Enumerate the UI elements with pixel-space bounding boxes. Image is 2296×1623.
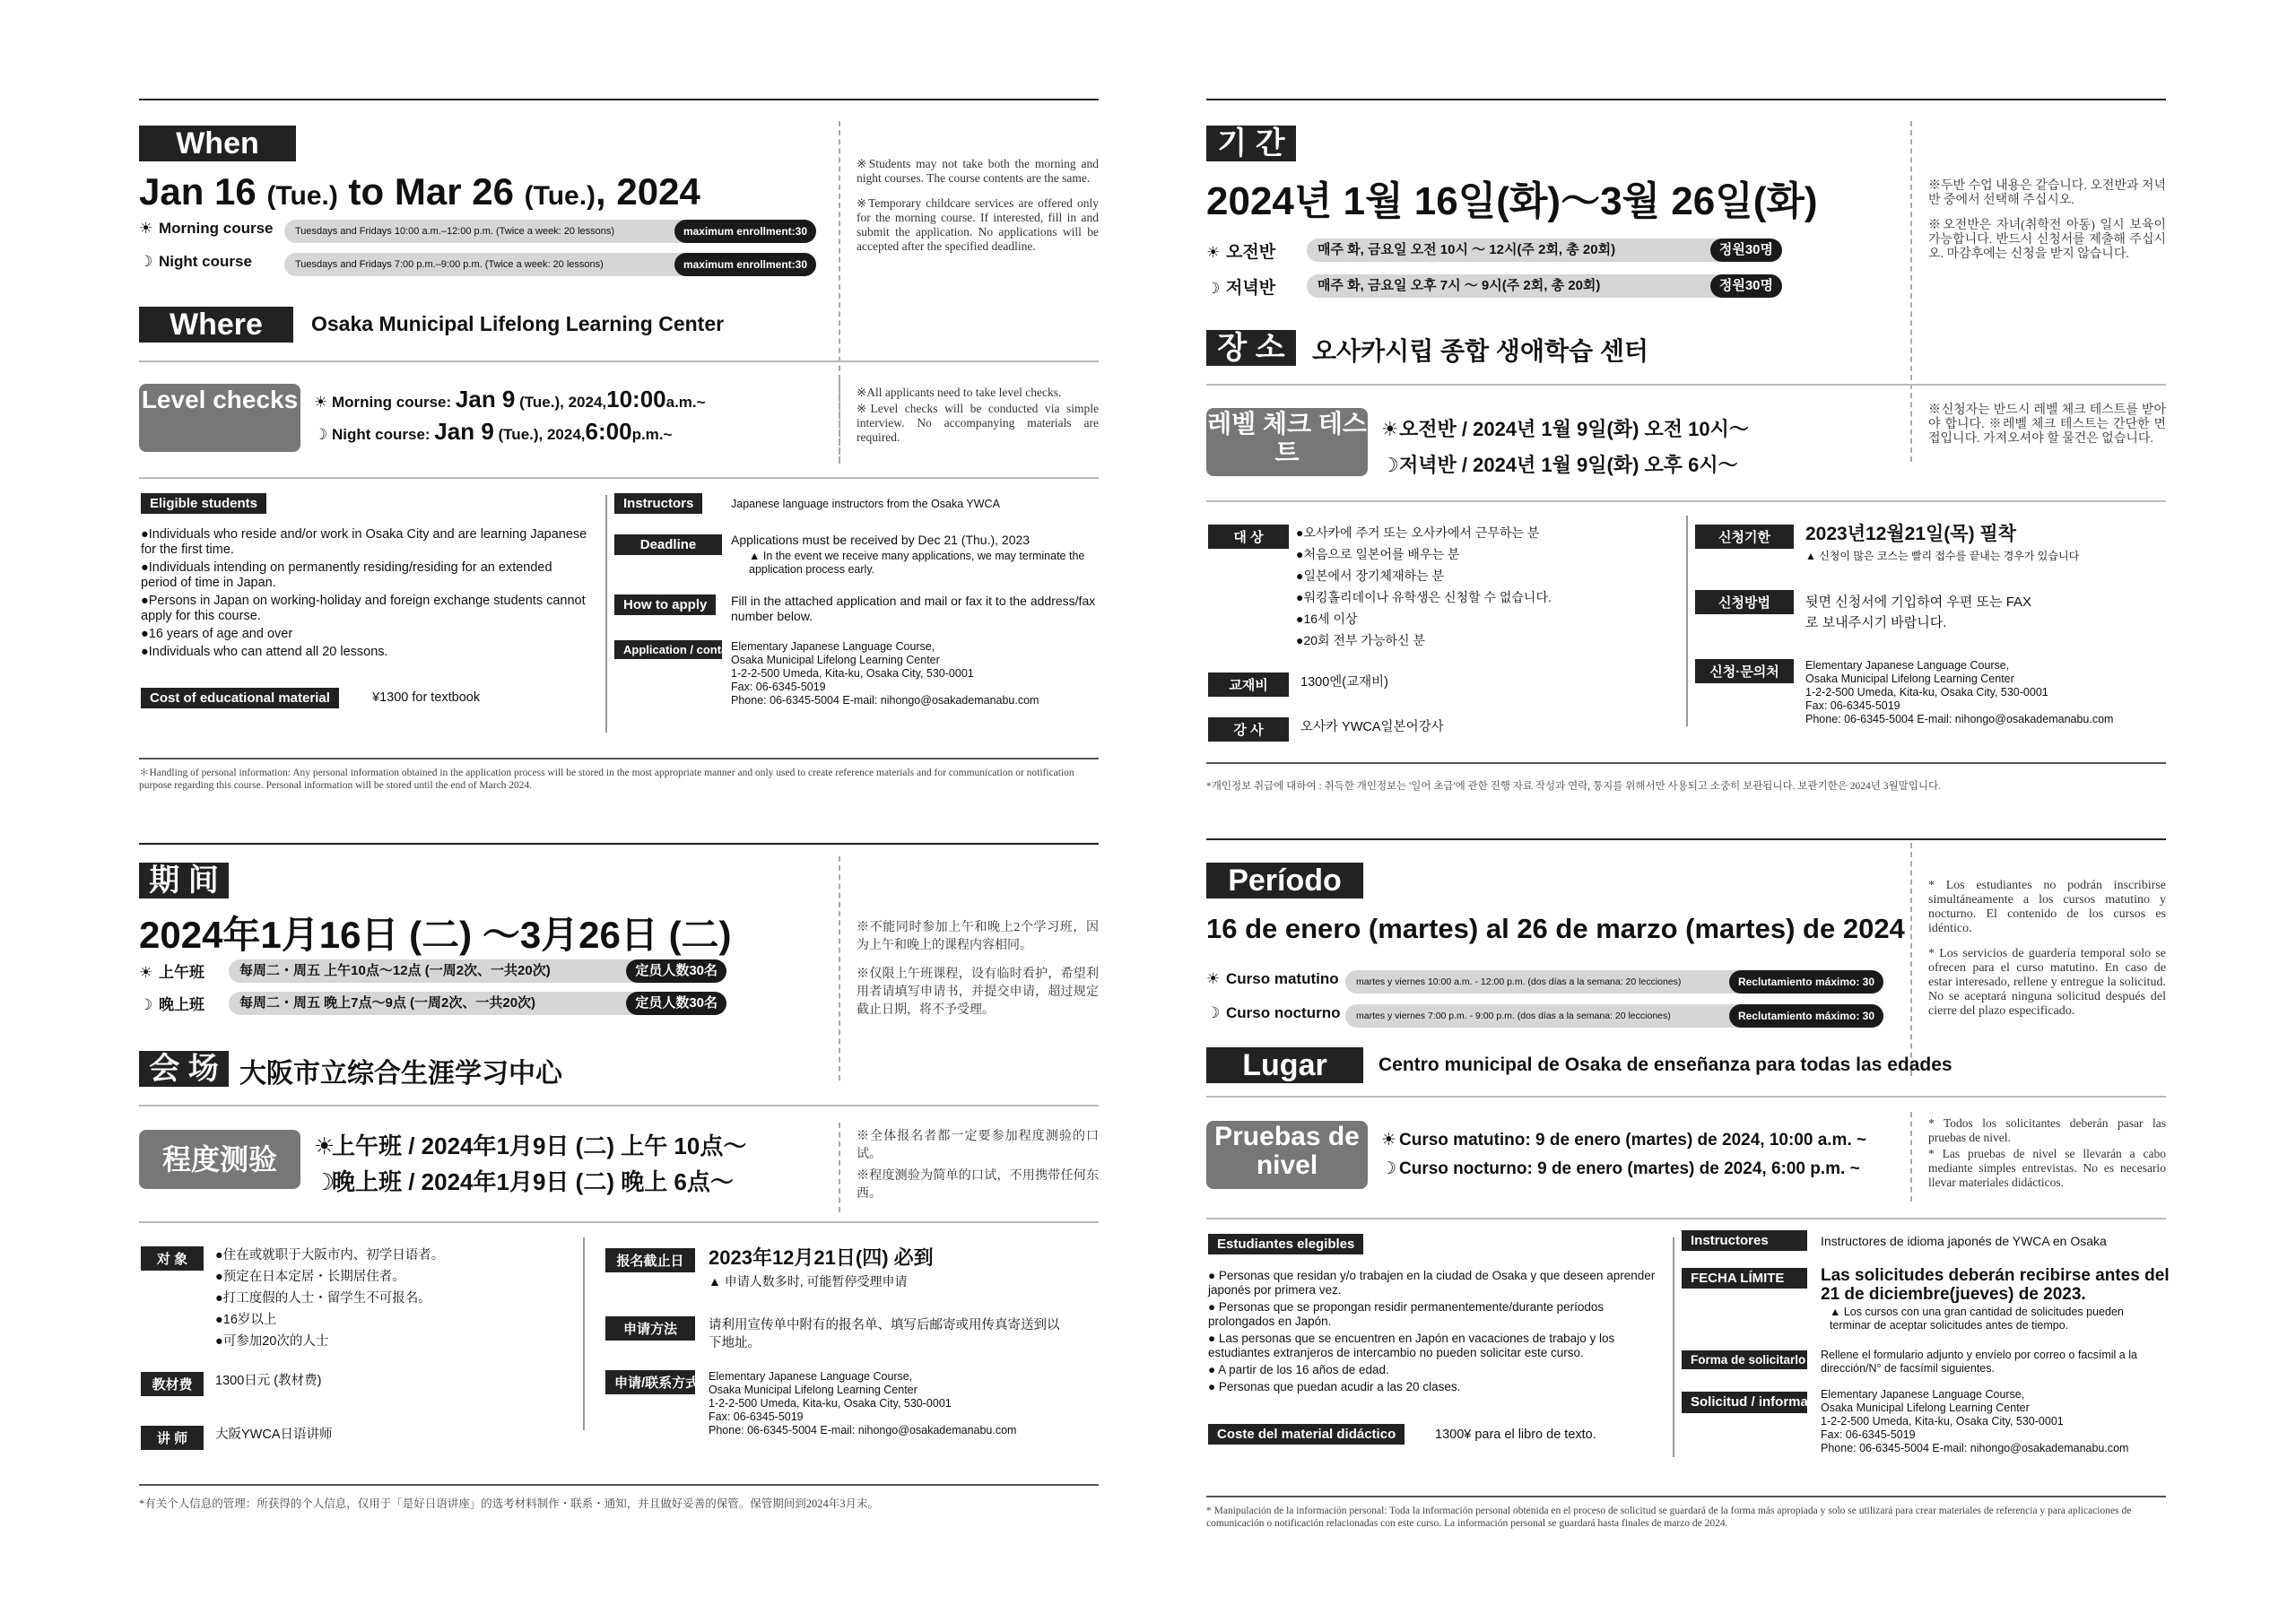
divider <box>605 495 607 733</box>
how-to-apply-tag: How to apply <box>614 595 716 615</box>
period-headline: Jan 16 (Tue.) to Mar 26 (Tue.), 2024 <box>139 170 700 213</box>
level-check-morning: ☀ Morning course: Jan 9 (Tue.), 2024,10:00a.m.~ <box>314 386 706 412</box>
deadline-value: Applications must be received by Dec 21 (Thu.), 2023 <box>731 533 1031 547</box>
divider <box>1686 516 1688 726</box>
venue: 오사카시립 종합 생애학습 센터 <box>1312 337 1648 365</box>
capacity-badge: Reclutamiento máximo: 30 <box>1729 1004 1883 1028</box>
eligible-tag: Estudiantes elegibles <box>1208 1234 1363 1254</box>
cost-tag: Cost of educational material <box>141 688 339 708</box>
divider <box>139 1484 1099 1486</box>
list-item: ● Personas que residan y/o trabajen en la ciudad de Osaka y que deseen aprender japonés por primera vez. <box>1208 1269 1656 1297</box>
list-item: ●일본에서 장기체재하는 분 <box>1296 568 1444 583</box>
deadline-value: Las solicitudes deberán recibirse antes del 21 de diciembre(jueves) de 2023. <box>1821 1266 2170 1304</box>
instructors-value: Japanese language instructors from the Osaka YWCA <box>731 498 1000 510</box>
period-headline: 2024年1月16日 (二) ～3月26日 (二) <box>139 914 732 956</box>
deadline-value: 2023년12월21일(목) 필착 <box>1805 524 2016 544</box>
list-item: ●워킹홀리데이나 유학생은 신청할 수 없습니다. <box>1296 590 1552 604</box>
list-item: ●Persons in Japan on working-holiday and foreign exchange students cannot apply for this course. <box>141 594 586 623</box>
divider <box>139 360 1099 362</box>
how-to-apply-value: Rellene el formulario adjunto y envíelo por correo o facsímil a la dirección/N° de facsímil siguientes. <box>1821 1349 2137 1375</box>
level-check-tag: 레벨 체크 테스트 <box>1206 408 1368 476</box>
how-to-apply-tag: 신청방법 <box>1695 590 1794 614</box>
where-tag: Where <box>139 307 293 343</box>
night-course-row: ☽ 저녁반 매주 화, 금요일 오후 7시 ～ 9시(주 2회, 총 20회) 정원30명 <box>1206 274 1307 299</box>
cost-tag: Coste del material didáctico <box>1208 1424 1405 1445</box>
contact-info: Elementary Japanese Language Course, Osaka Municipal Lifelong Learning Center 1-2-2-500 Umeda, Kita-ku, Osaka City, 530-0001 Fax: 06-6345-5019 Phone: 06-6345-5004 E-mail: nihongo@osakademanabu.com <box>709 1370 1017 1436</box>
how-to-apply-value: 请利用宣传单中附有的报名单、填写后邮寄或用传真寄送到以下地址。 <box>709 1318 1060 1350</box>
capacity-badge: 定员人数30名 <box>626 959 726 983</box>
level-check-morning: ☀오전반 / 2024년 1월 9일(화) 오전 10시～ <box>1381 418 1749 440</box>
target-tag: 对 象 <box>141 1246 204 1271</box>
deadline-value: 2023年12月21日(四) 必到 <box>709 1246 934 1269</box>
side-notes: * Los estudiantes no podrán inscribirse simultáneamente a los cursos matutino y nocturno. El contenido de los cursos es idéntico. * Los servicios de guardería temporal solo se ofrecen para el curso matutino. En caso de estar interesado, rellene y entregue la solicitud. No se aceptará ninguna solicitud después del cierre del plazo especificado. <box>1928 879 2166 1018</box>
list-item: ●预定在日本定居・长期居住者。 <box>215 1270 405 1284</box>
contact-tag: 申请/联系方式 <box>605 1370 695 1394</box>
moon-icon: ☽ <box>1381 1159 1397 1178</box>
divider <box>839 856 840 1081</box>
sun-icon: ☀ <box>1381 418 1399 440</box>
side-notes: ※不能同时参加上午和晚上2个学习班，因为上午和晚上的课程内容相同。 ※仅限上午班课程，设有临时看护，希望利用者请填写申请书，并提交申请，超过规定截止日期，将不予受理。 <box>857 921 1099 1017</box>
divider <box>139 843 1099 845</box>
cost-tag: 教材费 <box>141 1372 204 1396</box>
list-item: ● A partir de los 16 años de edad. <box>1208 1363 1389 1376</box>
divider <box>139 758 1099 759</box>
instructors-tag: Instructores <box>1682 1230 1807 1251</box>
sun-icon: ☀ <box>1206 244 1221 261</box>
morning-schedule: 每周二・周五 上午10点～12点 (一周2次、一共20次) 定员人数30名 <box>229 959 726 983</box>
cost-value: 1300¥ para el libro de texto. <box>1435 1428 1596 1442</box>
divider <box>139 1221 1099 1223</box>
when-tag: 期 间 <box>139 863 229 898</box>
moon-icon: ☽ <box>139 996 153 1013</box>
when-tag: 기 간 <box>1206 126 1296 161</box>
instructor-value: 오사카 YWCA일본어강사 <box>1300 720 1444 734</box>
contact-info: Elementary Japanese Language Course, Osaka Municipal Lifelong Learning Center 1-2-2-500 Umeda, Kita-ku, Osaka City, 530-0001 Fax: 06-6345-5019 Phone: 06-6345-5004 E-mail: nihongo@osakademanabu.com <box>1821 1388 2129 1454</box>
list-item: ●16岁以上 <box>215 1313 277 1327</box>
deadline-tag: 报名截止日 <box>605 1248 695 1272</box>
list-item: ●Individuals who can attend all 20 lessons. <box>141 645 388 659</box>
eligibility-list <box>1296 522 1673 651</box>
divider <box>1910 121 1912 462</box>
divider <box>1206 762 2166 764</box>
deadline-note: ▲ 신청이 많은 코스는 빨리 접수를 끝내는 경우가 있습니다 <box>1805 550 2080 562</box>
level-check-night: ☽ Night course: Jan 9 (Tue.), 2024,6:00p.m.~ <box>314 418 673 445</box>
capacity-badge: 定员人数30名 <box>626 992 726 1015</box>
eligibility-list <box>215 1245 574 1352</box>
privacy-footnote: ＊Handling of personal information: Any personal information obtained in the application process will be stored in the most appropriate manner and only used to create reference materials and for communication or notification purpose regarding this course. Personal information will be stored until the end of March 2024. <box>139 768 1074 791</box>
how-to-apply-value: 뒷면 신청서에 기입하여 우편 또는 FAX 로 보내주시기 바랍니다. <box>1805 595 2032 630</box>
night-course-row: ☽ 晚上班 每周二・周五 晚上7点～9点 (一周2次、一共20次) 定员人数30名 <box>139 992 226 1017</box>
list-item: ●16세 이상 <box>1296 612 1358 626</box>
level-check-morning: ☀上午班 / 2024年1月9日 (二) 上午 10点～ <box>314 1133 747 1159</box>
night-schedule: 每周二・周五 晚上7点～9点 (一周2次、一共20次) 定员人数30名 <box>229 992 726 1015</box>
night-course-row: ☽ Curso nocturno martes y viernes 7:00 p.m. - 9:00 p.m. (dos días a la semana: 20 lecciones) Reclutamiento máximo: 30 <box>1206 1004 1347 1029</box>
how-to-apply-tag: Forma de solicitarlo <box>1682 1350 1807 1369</box>
capacity-badge: 정원30명 <box>1710 239 1782 262</box>
divider <box>1206 1096 2166 1098</box>
moon-icon: ☽ <box>1381 454 1399 476</box>
night-schedule: Tuesdays and Fridays 7:00 p.m.–9:00 p.m. (Twice a week: 20 lessons) maximum enrollment:30 <box>284 253 816 276</box>
list-item: ●住在或就职于大阪市内、初学日语者。 <box>215 1248 445 1263</box>
venue: 大阪市立综合生涯学习中心 <box>239 1059 562 1089</box>
level-checks-tag: Level checks <box>139 384 300 452</box>
morning-course-row: ☀ Morning course Tuesdays and Fridays 10:00 a.m.–12:00 p.m. (Twice a week: 20 lessons) maximum enrollment:30 <box>139 220 284 245</box>
instructors-value: Instructores de idioma japonés de YWCA en Osaka <box>1821 1234 2107 1248</box>
level-check-night: ☽ Curso nocturno: 9 de enero (martes) de 2024, 6:00 p.m. ~ <box>1381 1159 1860 1178</box>
how-to-apply-value: Fill in the attached application and mail or fax it to the address/fax number below. <box>731 594 1096 623</box>
contact-tag: Application / contact information <box>614 640 722 659</box>
list-item: ●Individuals who reside and/or work in Osaka City and are learning Japanese for the first time. <box>141 527 587 557</box>
contact-tag: Solicitud / información de contacto <box>1682 1392 1807 1413</box>
list-item: ● Personas que puedan acudir a las 20 clases. <box>1208 1380 1461 1393</box>
divider <box>839 378 840 464</box>
morning-schedule: 매주 화, 금요일 오전 10시 ～ 12시(주 2회, 총 20회) 정원30명 <box>1307 239 1782 262</box>
level-check-night: ☽晚上班 / 2024年1月9日 (二) 晚上 6点～ <box>314 1168 734 1195</box>
eligibility-list <box>1208 1269 1665 1397</box>
divider <box>1206 99 2166 100</box>
sun-icon: ☀ <box>1381 1131 1397 1150</box>
sun-icon: ☀ <box>1206 970 1221 987</box>
moon-icon: ☽ <box>139 253 153 270</box>
privacy-footnote: *有关个人信息的管理：所获得的个人信息，仅用于「是好日语讲座」的选考材料制作・联系・通知，并且做好妥善的保管。保管期间到2024年3月末。 <box>139 1497 880 1510</box>
target-tag: 대 상 <box>1208 525 1289 549</box>
capacity-badge: maximum enrollment:30 <box>674 253 816 276</box>
venue: Centro municipal de Osaka de enseñanza para todas las edades <box>1378 1055 1952 1075</box>
sun-icon: ☀ <box>139 220 153 237</box>
deadline-tag: 신청기한 <box>1695 525 1794 549</box>
how-to-apply-tag: 申请方法 <box>605 1316 695 1341</box>
level-notes: ※全体报名者都一定要参加程度测验的口试。 ※程度测验为简单的口试，不用携带任何东西。 <box>857 1130 1099 1201</box>
divider <box>1206 1496 2166 1497</box>
when-tag: When <box>139 126 296 161</box>
cost-value: 1300엔(교재비) <box>1300 675 1388 690</box>
list-item: ● Personas que se propongan residir permanentemente/durante períodos prolongados en Japón. <box>1208 1300 1605 1328</box>
privacy-footnote: * Manipulación de la información personal: Toda la información personal obtenida en el proceso de solicitud se guardará de la forma más apropiada y solo se utilizará para crear materiales de referencia y para aplicaciones de comunicación o notificación relacionadas con este curso. La información personal se guardará hasta finales de marzo de 2024. <box>1206 1506 2132 1529</box>
capacity-badge: 정원30명 <box>1710 274 1782 298</box>
morning-course-row: ☀ 上午班 每周二・周五 上午10点～12点 (一周2次、一共20次) 定员人数30名 <box>139 959 226 985</box>
morning-course-row: ☀ 오전반 매주 화, 금요일 오전 10시 ～ 12시(주 2회, 총 20회) 정원30명 <box>1206 239 1307 264</box>
level-check-night: ☽저녁반 / 2024년 1월 9일(화) 오후 6시～ <box>1381 454 1738 476</box>
sun-icon: ☀ <box>314 1133 335 1159</box>
instructor-value: 大阪YWCA日语讲师 <box>215 1428 333 1442</box>
level-notes: * Todos los solicitantes deberán pasar las pruebas de nivel. * Las pruebas de nivel se llevarán a cabo mediante simples entrevistas. No es necesario llevar materiales didácticos. <box>1928 1116 2166 1189</box>
list-item: ● Las personas que se encuentren en Japón en vacaciones de trabajo y los estudiantes extranjeros de intercambio no pueden solicitar este curso. <box>1208 1332 1615 1359</box>
deadline-tag: Deadline <box>614 534 722 555</box>
cost-value: ¥1300 for textbook <box>372 690 481 705</box>
level-notes: ※All applicants need to take level checks. ※Level checks will be conducted via simple interview. No accompanying materials are required. <box>857 386 1099 444</box>
capacity-badge: Reclutamiento máximo: 30 <box>1729 970 1883 994</box>
list-item: ●16 years of age and over <box>141 627 293 641</box>
divider <box>139 477 1099 479</box>
instructor-tag: 강 사 <box>1208 717 1289 742</box>
deadline-note: ▲ 申请人数多时, 可能暂停受理申请 <box>709 1274 908 1289</box>
night-schedule: 매주 화, 금요일 오후 7시 ～ 9시(주 2회, 총 20회) 정원30명 <box>1307 274 1782 298</box>
where-tag: 장 소 <box>1206 330 1296 366</box>
divider <box>839 1123 840 1212</box>
list-item: ●可参加20次的人士 <box>215 1334 329 1349</box>
deadline-note: ▲ Los cursos con una gran cantidad de solicitudes pueden terminar de aceptar solicitudes antes de tiempo. <box>1830 1306 2124 1332</box>
where-tag: Lugar <box>1206 1047 1363 1083</box>
level-notes: ※신청자는 반드시 레벨 체크 테스트를 받아야 합니다. ※레벨 체크 테스트는 간단한 면접입니다. 가져오셔야 할 물건은 없습니다. <box>1928 404 2166 446</box>
moon-icon: ☽ <box>314 426 328 443</box>
contact-tag: 신청·문의처 <box>1695 659 1794 683</box>
divider <box>139 99 1099 100</box>
deadline-tag: FECHA LÍMITE <box>1682 1268 1807 1289</box>
contact-info: Elementary Japanese Language Course, Osaka Municipal Lifelong Learning Center 1-2-2-500 Umeda, Kita-ku, Osaka City, 530-0001 Fax: 06-6345-5019 Phone: 06-6345-5004 E-mail: nihongo@osakademanabu.com <box>731 640 1039 707</box>
eligible-tag: Eligible students <box>141 493 266 514</box>
period-headline: 2024년 1월 16일(화)～3월 26일(화) <box>1206 179 1818 223</box>
instructor-tag: 讲 师 <box>141 1426 204 1450</box>
list-item: ●20회 전부 가능하신 분 <box>1296 633 1425 647</box>
list-item: ●처음으로 일본어를 배우는 분 <box>1296 547 1460 561</box>
divider <box>139 1105 1099 1107</box>
moon-icon: ☽ <box>314 1168 335 1195</box>
night-course-row: ☽ Night course Tuesdays and Fridays 7:00 p.m.–9:00 p.m. (Twice a week: 20 lessons) maximum enrollment:30 <box>139 253 284 278</box>
morning-course-row: ☀ Curso matutino martes y viernes 10:00 a.m. - 12:00 p.m. (dos días a la semana: 20 lecciones) Reclutamiento máximo: 30 <box>1206 970 1347 995</box>
deadline-note: ▲ In the event we receive many applications, we may terminate the application process early. <box>749 550 1085 576</box>
list-item: ●Individuals intending on permanently residing/residing for an extended period of time in Japan. <box>141 560 552 590</box>
contact-info: Elementary Japanese Language Course, Osaka Municipal Lifelong Learning Center 1-2-2-500 Umeda, Kita-ku, Osaka City, 530-0001 Fax: 06-6345-5019 Phone: 06-6345-5004 E-mail: nihongo@osakademanabu.com <box>1805 659 2114 725</box>
venue: Osaka Municipal Lifelong Learning Center <box>311 312 725 335</box>
instructors-tag: Instructors <box>614 493 702 514</box>
side-notes: ※두반 수업 내용은 같습니다. 오전반과 저녁반 중에서 선택해 주십시오. ※오전반은 자녀(취학전 아동) 일시 보육이 가능합니다. 반드시 신청서를 제출해 주십시오. 마감후에는 신청을 받지 않습니다. <box>1928 179 2166 261</box>
level-tests-tag: Pruebas de nivel <box>1206 1121 1368 1189</box>
capacity-badge: maximum enrollment:30 <box>674 220 816 243</box>
eligibility-list <box>141 527 589 663</box>
where-tag: 会 场 <box>139 1051 229 1087</box>
night-schedule: martes y viernes 7:00 p.m. - 9:00 p.m. (dos días a la semana: 20 lecciones) Reclutamiento máximo: 30 <box>1345 1004 1883 1028</box>
sun-icon: ☀ <box>139 964 153 981</box>
morning-schedule: Tuesdays and Fridays 10:00 a.m.–12:00 p.m. (Twice a week: 20 lessons) maximum enrollment:30 <box>284 220 816 243</box>
divider <box>1910 843 1912 1076</box>
divider <box>1206 384 2166 386</box>
cost-tag: 교재비 <box>1208 673 1289 697</box>
divider <box>1206 1218 2166 1219</box>
level-test-tag: 程度测验 <box>139 1130 300 1189</box>
list-item: ●오사카에 주거 또는 오사카에서 근무하는 분 <box>1296 525 1540 540</box>
morning-schedule: martes y viernes 10:00 a.m. - 12:00 p.m. (dos días a la semana: 20 lecciones) Reclutamiento máximo: 30 <box>1345 970 1883 994</box>
when-tag: Período <box>1206 863 1363 898</box>
moon-icon: ☽ <box>1206 1004 1221 1021</box>
divider <box>583 1237 585 1430</box>
divider <box>1206 500 2166 502</box>
cost-value: 1300日元 (教材费) <box>215 1374 322 1388</box>
level-check-morning: ☀ Curso matutino: 9 de enero (martes) de 2024, 10:00 a.m. ~ <box>1381 1131 1867 1150</box>
list-item: ●打工度假的人士・留学生不可报名。 <box>215 1291 431 1306</box>
divider <box>1910 1112 1912 1202</box>
sun-icon: ☀ <box>314 394 328 411</box>
side-notes: ※Students may not take both the morning and night courses. The course contents are the same. ※Temporary childcare services are offered only for the morning course. If interested, fill in and submit the application. No applications will be accepted after the specified deadline. <box>857 157 1099 253</box>
divider <box>1206 838 2166 840</box>
divider <box>1673 1237 1674 1457</box>
privacy-footnote: *개인정보 취급에 대하여 : 취득한 개인정보는 '일어 초급'에 관한 진행 자료 작성과 연락, 통지를 위해서만 사용되고 소중히 보관됩니다. 보관기한은 2024년 3월말입니다. <box>1206 781 1941 792</box>
moon-icon: ☽ <box>1206 280 1221 297</box>
period-headline: 16 de enero (martes) al 26 de marzo (martes) de 2024 <box>1206 913 1905 944</box>
